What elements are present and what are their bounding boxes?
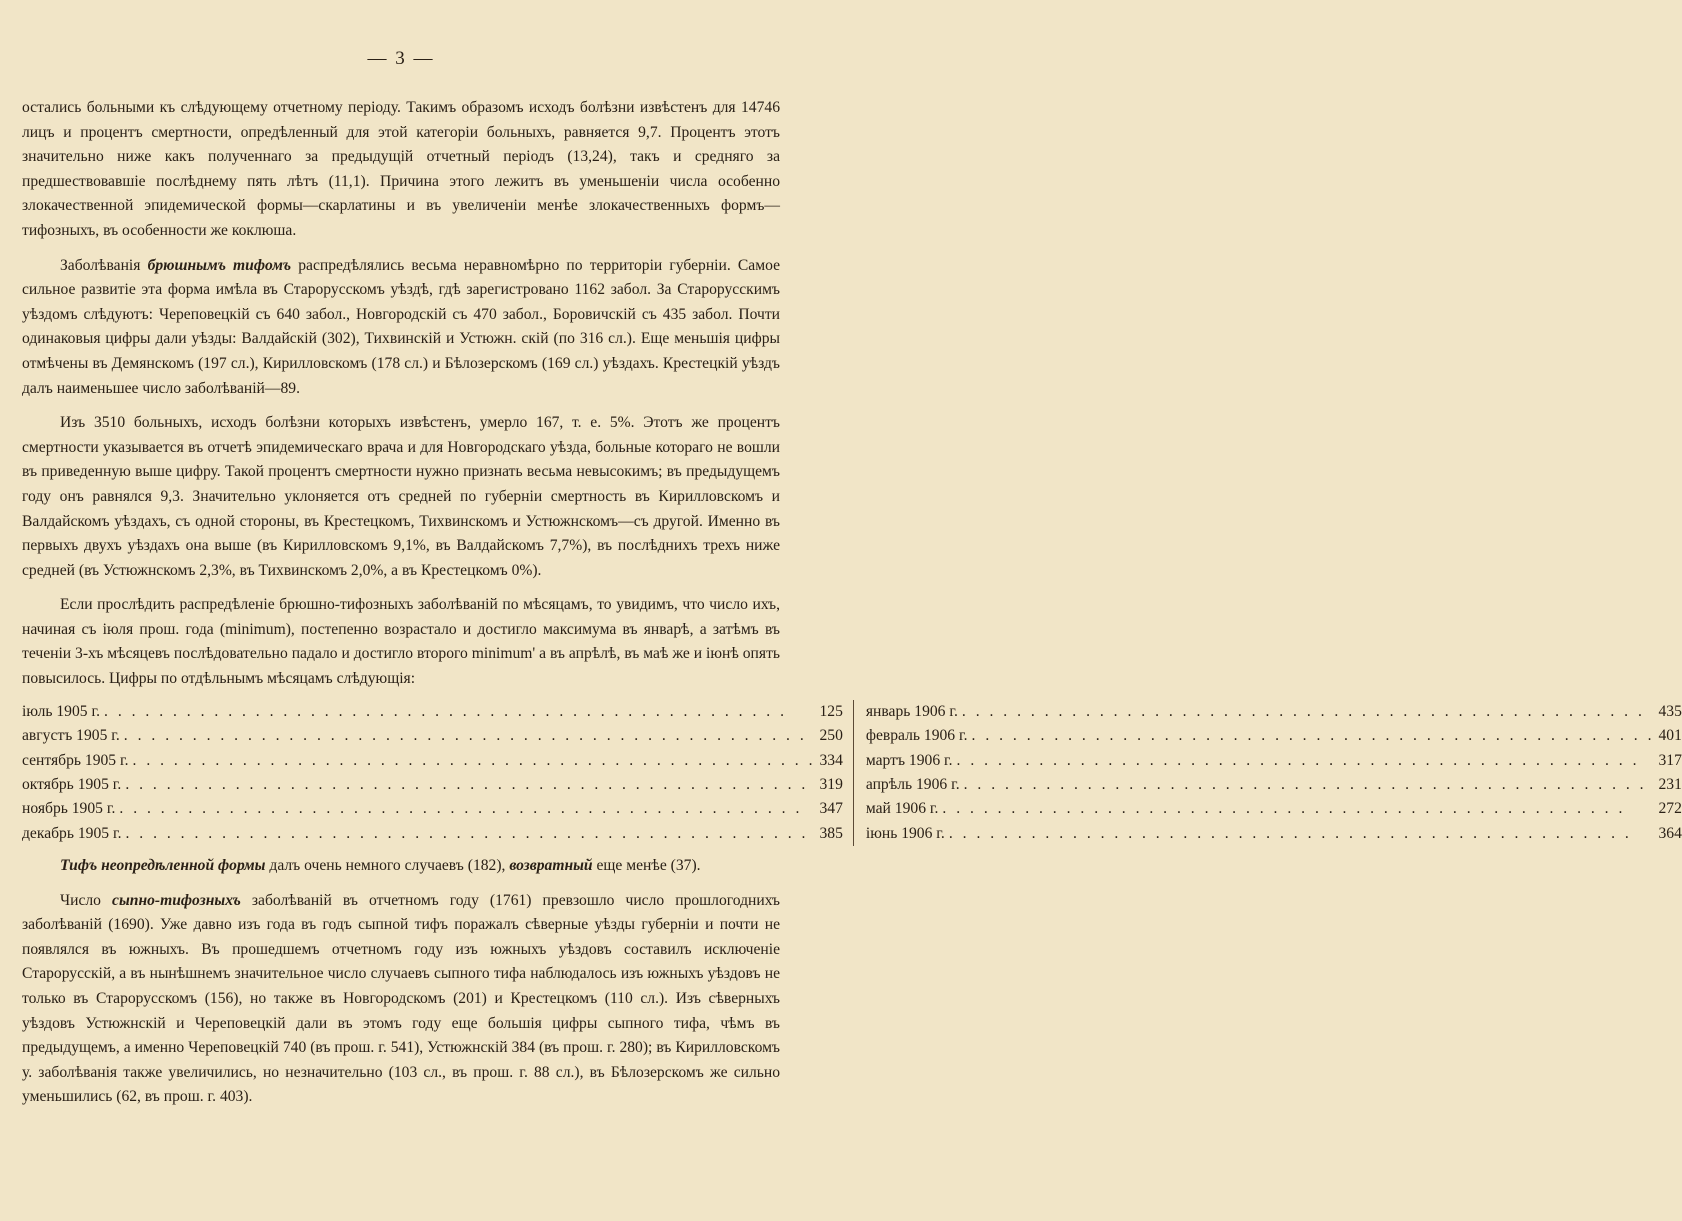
case-count: 334 bbox=[819, 751, 843, 769]
leader-dots bbox=[125, 776, 815, 794]
case-count: 317 bbox=[1658, 751, 1682, 769]
table-row bbox=[22, 700, 1682, 724]
case-count: 272 bbox=[1658, 800, 1682, 818]
leader-dots bbox=[119, 800, 815, 818]
paragraph-spotted-typhus bbox=[22, 889, 780, 1110]
leader-dots bbox=[124, 727, 816, 745]
table-cell bbox=[22, 700, 853, 724]
leader-dots bbox=[964, 776, 1655, 794]
month-label: іюль 1905 г. bbox=[22, 702, 101, 720]
month-label: іюнь 1906 г. bbox=[865, 824, 945, 842]
case-count: 435 bbox=[1658, 702, 1682, 720]
table-row bbox=[22, 748, 1682, 772]
table-row bbox=[22, 773, 1682, 797]
month-label: сентябрь 1905 г. bbox=[22, 751, 129, 769]
month-label: ноябрь 1905 г. bbox=[22, 800, 116, 818]
table-row bbox=[22, 724, 1682, 748]
case-count: 385 bbox=[819, 824, 843, 842]
case-count: 364 bbox=[1658, 824, 1682, 842]
case-count: 125 bbox=[819, 702, 843, 720]
page-number: — 3 — bbox=[367, 48, 435, 69]
table-cell bbox=[22, 724, 853, 748]
paragraph-typhoid-distribution bbox=[22, 254, 780, 402]
table-cell bbox=[22, 773, 853, 797]
leader-dots bbox=[957, 752, 1655, 770]
table-row bbox=[22, 797, 1682, 821]
case-count: 401 bbox=[1658, 727, 1682, 745]
leader-dots bbox=[949, 825, 1655, 843]
table-row bbox=[22, 822, 1682, 846]
leader-dots bbox=[133, 752, 816, 770]
table-cell bbox=[853, 748, 1682, 772]
month-label: декабрь 1905 г. bbox=[22, 824, 122, 842]
paragraph-text: распредѣлялись весьма неравномѣрно по территоріи губерніи. Самое сильное развитіе эта форма имѣла въ Старорусскомъ уѣздѣ, гдѣ зарегистровано 1162 забол. За Старорусскимъ уѣздомъ слѣдуютъ: Череповецкій съ 640 забол., Новгородскій съ 470 забол., Боровичскій съ 435 забол. Почти одинаковыя цифры дали уѣзды: Валдайскій (302), Тихвинскій и Устюжн. скій (по 316 сл.). Еще меньшія цифры отмѣчены въ Демянскомъ (197 сл.), Кирилловскомъ (178 сл.) и Бѣлозерскомъ (169 сл.) уѣздахъ. Крестецкій уѣздъ далъ наименьшее число заболѣваній—89. bbox=[22, 256, 780, 397]
table-cell bbox=[22, 822, 853, 846]
table-cell bbox=[853, 700, 1682, 724]
leader-dots bbox=[104, 703, 815, 721]
monthly-cases-table bbox=[22, 700, 1682, 846]
case-count: 319 bbox=[819, 776, 843, 794]
table-cell bbox=[853, 773, 1682, 797]
month-label: мартъ 1906 г. bbox=[865, 751, 953, 769]
italic-term: возвратный bbox=[509, 857, 593, 874]
leader-dots bbox=[972, 727, 1655, 745]
table-cell bbox=[853, 822, 1682, 846]
italic-term: брюшнымъ тифомъ bbox=[147, 256, 292, 274]
leader-dots bbox=[125, 825, 815, 843]
table-cell bbox=[853, 797, 1682, 821]
italic-term: Тифъ неопредѣленной формы bbox=[60, 857, 266, 874]
paragraph-other-typhus bbox=[22, 854, 780, 879]
paragraph-typhoid-mortality: Изъ 3510 больныхъ, исходъ болѣзни которыхъ извѣстенъ, умерло 167, т. е. 5%. Этотъ же процентъ смертности указывается въ отчетѣ эпидемическаго врача и для Новгородскаго уѣзда, больные котораго не вошли въ приведенную выше цифру. Такой процентъ смертности нужно признать весьма невысокимъ; въ предыдущемъ году онъ равнялся 9,3. Значительно уклоняется отъ средней по губерніи смертность въ Кирилловскомъ и Валдайскомъ уѣздахъ, съ одной стороны, въ Крестецкомъ, Тихвинскомъ и Устюжнскомъ—съ другой. Именно въ первыхъ двухъ уѣздахъ она выше (въ Кирилловскомъ 9,1%, въ Валдайскомъ 7,7%), въ послѣднихъ трехъ ниже средней (въ Устюжнскомъ 2,3%, въ Тихвинскомъ 2,0%, а въ Крестецкомъ 0%). bbox=[22, 414, 780, 579]
table-cell bbox=[853, 724, 1682, 748]
paragraph-text: Число bbox=[60, 891, 113, 909]
paragraph-text: заболѣваній въ отчетномъ году (1761) превзошло число прошлогоднихъ заболѣваній (1690). Уже давно изъ года въ годъ сыпной тифъ поражалъ сѣверные уѣзды губерніи и почти не появлялся въ южныхъ. Въ прошедшемъ отчетномъ году изъ южныхъ уѣздовъ составилъ исключеніе Старорусскій, а въ нынѣшнемъ значительное число случаевъ сыпного тифа наблюдалось изъ южныхъ уѣздовъ не только въ Старорусскомъ (156), но также въ Новгородскомъ (201) и Крестецкомъ (110 сл.). Изъ сѣверныхъ уѣздовъ Устюжнскій и Череповецкій дали въ этомъ году еще большія цифры сыпного тифа, чѣмъ въ предыдущемъ, а именно Череповецкій 740 (въ прош. г. 541), Устюжнскій 384 (въ прош. г. 280); въ Кирилловскомъ у. заболѣванія также увеличились, но незначительно (103 сл., въ прош. г. 88 сл.), въ Бѣлозерскомъ же сильно уменьшились (62, въ прош. г. 403). bbox=[22, 891, 780, 1106]
table-cell bbox=[22, 748, 853, 772]
case-count: 250 bbox=[819, 727, 843, 745]
paragraph-mortality-summary: остались больными къ слѣдующему отчетному періоду. Такимъ образомъ исходъ болѣзни извѣстенъ для 14746 лицъ и процентъ смертности, опредѣленный для этой категоріи больныхъ, равняется 9,7. Процентъ этотъ значительно ниже какъ полученнаго за предыдущій отчетный періодъ (13,24), такъ и средняго за предшествовавшіе послѣднему пять лѣтъ (11,1). Причина этого лежитъ въ уменьшеніи числа особенно злокачественной эпидемической формы—скарлатины и въ увеличеніи менѣе злокачественныхъ формъ—тифозныхъ, въ особенности же коклюша. bbox=[22, 99, 780, 239]
paragraph-text: Заболѣванія bbox=[60, 256, 148, 274]
case-count: 231 bbox=[1658, 776, 1682, 794]
leader-dots bbox=[962, 703, 1655, 721]
paragraph-text: далъ очень немного случаевъ (182), bbox=[265, 857, 510, 874]
paragraph-monthly-intro: Если прослѣдить распредѣленіе брюшно-тифозныхъ заболѣваній по мѣсяцамъ, то увидимъ, что число ихъ, начиная съ іюля прош. года (minimum), постепенно возрастало и достигло максимума въ январѣ, а затѣмъ въ теченіи 3-хъ мѣсяцевъ послѣдовательно падало и достигло второго minimum' а въ апрѣлѣ, въ маѣ же и іюнѣ опять повысилось. Цифры по отдѣльнымъ мѣсяцамъ слѣдующія: bbox=[22, 596, 780, 688]
month-label: январь 1906 г. bbox=[865, 702, 958, 720]
case-count: 347 bbox=[819, 800, 843, 818]
paragraph-text: еще менѣе (37). bbox=[592, 857, 701, 874]
leader-dots bbox=[942, 800, 1654, 818]
month-label: октябрь 1905 г. bbox=[22, 776, 122, 794]
italic-term: сыпно-тифозныхъ bbox=[112, 891, 241, 909]
month-label: августъ 1905 г. bbox=[22, 727, 120, 745]
month-label: февраль 1906 г. bbox=[865, 727, 968, 745]
month-label: апрѣль 1906 г. bbox=[865, 776, 960, 794]
month-label: май 1906 г. bbox=[865, 800, 939, 818]
table-cell bbox=[22, 797, 853, 821]
